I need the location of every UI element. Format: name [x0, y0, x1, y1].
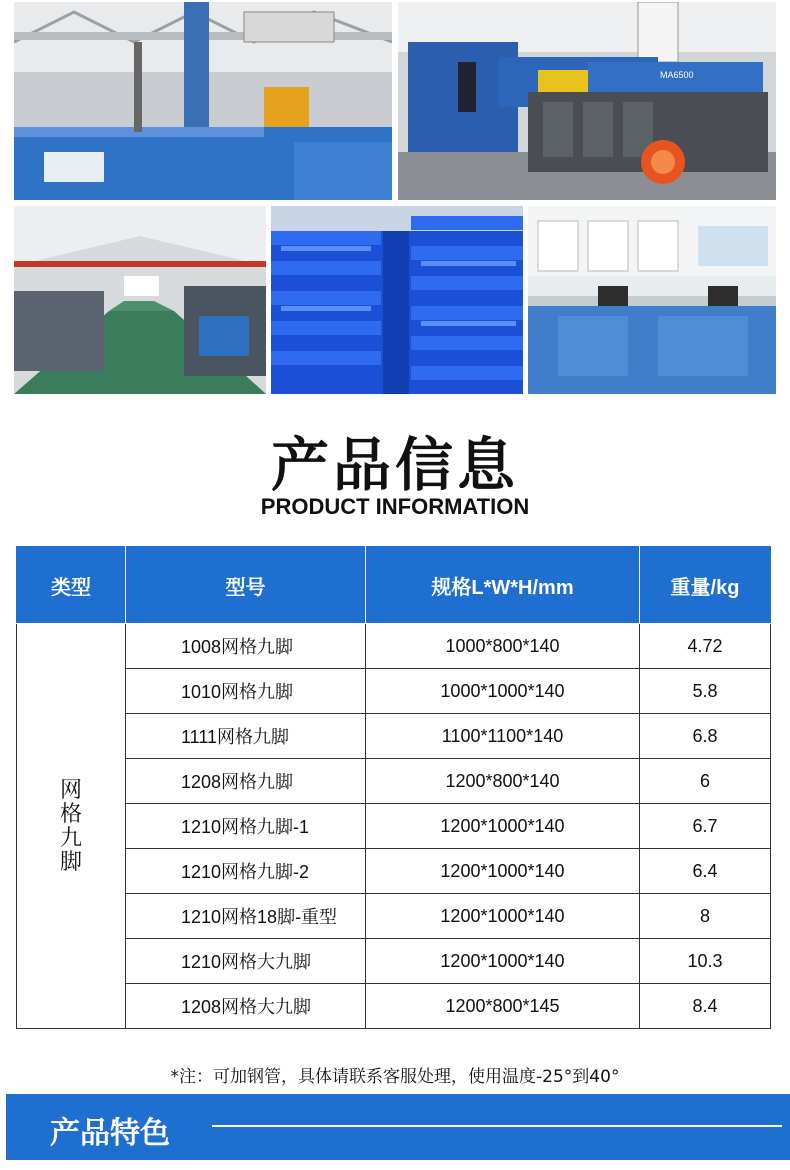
features-section-header — [6, 1094, 790, 1160]
table-row — [17, 849, 771, 894]
header-divider-line — [212, 1125, 782, 1127]
category-cell: 网格九脚 — [17, 624, 126, 1029]
office-cubicles-photo — [528, 206, 776, 394]
size-cell: 1200*1000*140 — [366, 939, 640, 984]
model-cell: 1210网格18脚-重型 — [126, 894, 366, 939]
section-title-cn: 产品信息 — [270, 431, 519, 499]
size-cell: 1000*800*140 — [366, 624, 640, 669]
injection-machine-photo — [398, 2, 776, 200]
model-cell: 1008网格九脚 — [126, 624, 366, 669]
model-cell: 1010网格九脚 — [126, 669, 366, 714]
weight-cell: 10.3 — [640, 939, 771, 984]
table-row — [17, 939, 771, 984]
features-title: 产品特色 — [50, 1116, 170, 1151]
header-weight: 重量/kg — [640, 547, 771, 624]
table-row — [17, 984, 771, 1029]
model-cell: 1208网格大九脚 — [126, 984, 366, 1029]
weight-cell: 8 — [640, 894, 771, 939]
size-cell: 1000*1000*140 — [366, 669, 640, 714]
weight-cell: 6.8 — [640, 714, 771, 759]
header-model: 型号 — [126, 547, 366, 624]
model-cell: 1210网格九脚-2 — [126, 849, 366, 894]
weight-cell: 6.4 — [640, 849, 771, 894]
workshop-hall-photo — [14, 206, 266, 394]
section-title-en: PRODUCT INFORMATION — [260, 494, 530, 519]
table-row — [17, 759, 771, 804]
table-header-row — [17, 547, 771, 624]
model-cell: 1210网格大九脚 — [126, 939, 366, 984]
table-row — [17, 714, 771, 759]
table-row — [17, 669, 771, 714]
blue-pallets-stack-photo — [271, 206, 523, 394]
header-size: 规格L*W*H/mm — [366, 547, 640, 624]
table-row — [17, 894, 771, 939]
weight-cell: 6.7 — [640, 804, 771, 849]
product-table — [16, 546, 771, 1029]
model-cell: 1208网格九脚 — [126, 759, 366, 804]
table-row — [17, 804, 771, 849]
size-cell: 1200*800*140 — [366, 759, 640, 804]
svg-text:MA6500: MA6500 — [660, 70, 694, 80]
weight-cell: 5.8 — [640, 669, 771, 714]
size-cell: 1200*1000*140 — [366, 804, 640, 849]
usage-note: *注：可加钢管，具体请联系客服处理，使用温度-25°到40° — [170, 1067, 620, 1087]
weight-cell: 8.4 — [640, 984, 771, 1029]
model-cell: 1210网格九脚-1 — [126, 804, 366, 849]
size-cell: 1200*1000*140 — [366, 849, 640, 894]
model-cell: 1111网格九脚 — [126, 714, 366, 759]
table-row — [17, 624, 771, 669]
weight-cell: 4.72 — [640, 624, 771, 669]
weight-cell: 6 — [640, 759, 771, 804]
header-category: 类型 — [17, 547, 126, 624]
size-cell: 1200*800*145 — [366, 984, 640, 1029]
size-cell: 1200*1000*140 — [366, 894, 640, 939]
factory-crane-photo — [14, 2, 392, 200]
size-cell: 1100*1100*140 — [366, 714, 640, 759]
